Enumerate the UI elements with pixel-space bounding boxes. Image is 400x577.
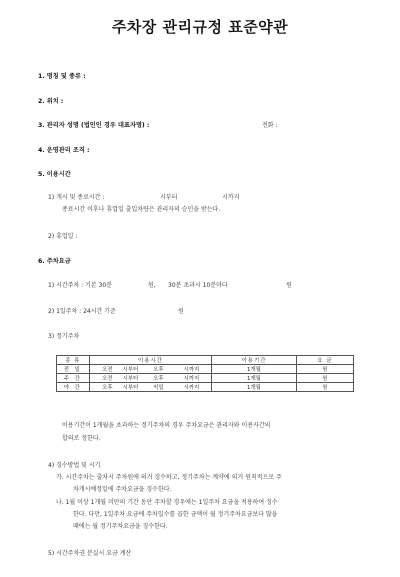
fee-hourly-won: 원, [148, 282, 156, 289]
usage-end-unit: 시까지 [183, 367, 200, 373]
collection-na-line3: 때에는 월 정기주차요금을 징수한다. [73, 523, 168, 530]
usage-end-unit: 시까지 [183, 385, 200, 391]
fee-daily: 2) 1일주차 : 24시간 기준 [48, 308, 116, 315]
usage-start-ampm: 오후 [102, 385, 113, 391]
usage-end-ampm: 익일 [153, 385, 164, 391]
collection-method: 4) 징수방법 및 시기 [48, 462, 101, 469]
table-header-fee: 요 금 [296, 356, 353, 365]
periodic-note-line2: 합의로 정한다. [62, 435, 101, 442]
table-cell-kind: 전 일 [57, 365, 90, 374]
usage-open-close-label: 1) 개시 및 종료시간 : [48, 194, 105, 201]
usage-note: 종료시간 이후나 휴업일 출입차량은 관리자의 승인을 받는다. [62, 206, 221, 213]
section-manager-phone: 전화 : [262, 122, 278, 129]
usage-start-unit: 시부터 [122, 367, 139, 373]
periodic-note-line1: 이용기간이 1개월을 초과하는 정기주차의 경우 주차요금은 관리자와 이용자간의 [62, 422, 271, 429]
usage-start-ampm: 오전 [102, 376, 113, 382]
usage-start-ampm: 오전 [102, 367, 113, 373]
table-cell-fee: 원 [296, 383, 353, 392]
table-row [57, 383, 354, 392]
table-row [57, 365, 354, 374]
table-row [57, 374, 354, 383]
usage-from: 시부터 [160, 194, 178, 201]
section-location: 2. 위치 : [38, 98, 64, 105]
usage-start-unit: 시부터 [122, 376, 139, 382]
fee-hourly: 1) 시간주차 : 기본 30분 [48, 282, 113, 289]
collection-na-line2: 한다. 다만, 1일주차 요금에 주차일수를 곱한 금액이 월 정기주차요금보다 많을 [73, 511, 278, 518]
usage-start-unit: 시부터 [122, 385, 139, 391]
section-parking-fee: 6. 주차요금 [38, 258, 71, 265]
table-header-row [57, 356, 354, 365]
table-cell-fee: 원 [296, 374, 353, 383]
table-cell-fee: 원 [296, 365, 353, 374]
lost-ticket-fee: 5) 시간주차권 분실시 요금 계산 [48, 550, 132, 557]
table-header-usage-time: 이용시간 [89, 356, 212, 365]
table-cell-kind: 야 간 [57, 383, 90, 392]
usage-end-ampm: 오후 [153, 367, 164, 373]
table-header-kind: 종 류 [57, 356, 90, 365]
table-cell-usage-time [89, 365, 212, 374]
collection-ga-line1: 가. 시간주차는 출차시 주차원에 의거 징수하고, 정기주차는 계약에 의거 원칙적으로 주 [56, 474, 282, 481]
usage-holiday: 2) 휴업일 : [48, 233, 78, 240]
table-cell-usage-time [89, 383, 212, 392]
fee-hourly-won2: 원 [286, 282, 292, 289]
table-header-period: 이용기간 [212, 356, 296, 365]
table-cell-kind: 주 간 [57, 374, 90, 383]
usage-end-ampm: 오후 [153, 376, 164, 382]
table-cell-period: 1개월 [212, 365, 296, 374]
table-cell-period: 1개월 [212, 383, 296, 392]
periodic-fee-table [56, 355, 354, 392]
section-usage-time: 5. 이용시간 [38, 171, 71, 178]
collection-ga-line2: 차개시예정일에 주차요금을 징수한다. [73, 486, 172, 493]
fee-hourly-extra: 30분 초과시 10분마다 [168, 282, 228, 289]
table-cell-usage-time [89, 374, 212, 383]
collection-na-line1: 나. 1월 이상 1개월 미만의 기간 동안 주차할 경우에는 1일주차 요금을 적용하여 징수 [56, 499, 278, 506]
usage-to: 시까지 [222, 194, 240, 201]
page-title: 주차장 관리규정 표준약관 [111, 18, 289, 36]
usage-end-unit: 시까지 [183, 376, 200, 382]
section-name-type: 1. 명칭 및 종류 : [38, 73, 86, 80]
section-organization: 4. 운영관리 조직 : [38, 147, 90, 154]
fee-periodic: 3) 정기주차 [48, 333, 80, 340]
fee-daily-won: 원 [178, 308, 184, 315]
section-manager: 3. 관리자 성명 (법인인 경우 대표자명) : [38, 122, 150, 129]
table-cell-period: 1개월 [212, 374, 296, 383]
